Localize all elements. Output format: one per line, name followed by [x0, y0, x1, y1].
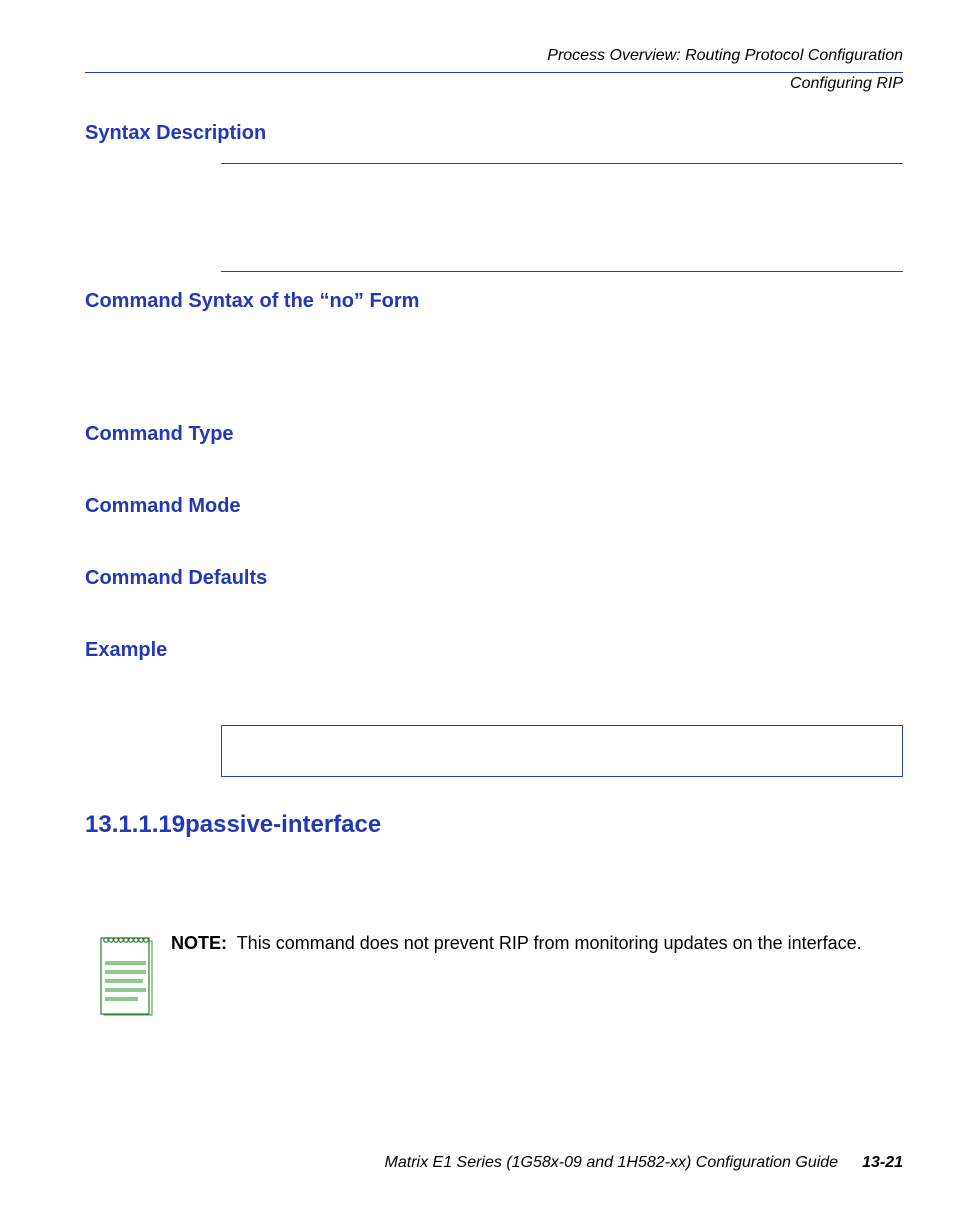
syntax-table-bottom-rule [221, 271, 903, 272]
footer-page-number: 13-21 [862, 1154, 903, 1171]
heading-command-mode: Command Mode [85, 495, 241, 517]
running-header-chapter: Process Overview: Routing Protocol Configuration [547, 47, 903, 64]
note-label: NOTE: [171, 933, 227, 953]
syntax-table-top-rule [221, 163, 903, 164]
heading-no-form: Command Syntax of the “no” Form [85, 290, 420, 312]
note-body: This command does not prevent RIP from monitoring updates on the interface. [236, 933, 862, 953]
header-rule [85, 72, 903, 73]
heading-command-defaults: Command Defaults [85, 567, 268, 589]
heading-example: Example [85, 639, 168, 661]
heading-passive-interface: 13.1.1.19passive-interface [85, 811, 382, 838]
note-paragraph [171, 933, 862, 954]
heading-command-type: Command Type [85, 423, 234, 445]
heading-syntax-description: Syntax Description [85, 122, 267, 144]
page-footer [385, 1154, 903, 1172]
notepad-icon [100, 935, 156, 1017]
footer-guide-title: Matrix E1 Series (1G58x-09 and 1H582-xx) Configuration Guide [384, 1154, 839, 1171]
running-header-section: Configuring RIP [790, 75, 903, 92]
example-code-box [221, 725, 903, 777]
